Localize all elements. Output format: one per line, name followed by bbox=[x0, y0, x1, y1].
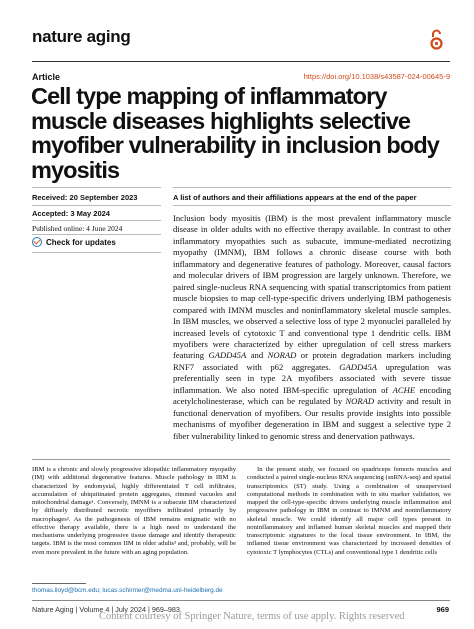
abstract-divider bbox=[173, 205, 451, 206]
meta-divider bbox=[32, 205, 161, 206]
page-number: 969 bbox=[436, 605, 449, 614]
section-label: Article bbox=[32, 72, 61, 82]
open-access-icon[interactable] bbox=[430, 29, 443, 51]
doi-link[interactable]: https://doi.org/10.1038/s43587-024-00645-9 bbox=[303, 72, 450, 81]
body-column-left: IBM is a chronic and slowly progressive idiopathic inflammatory myopathy (IM) with additional degenerative features. Muscle pathology in IBM is characterized by endomysial, highly differentiated T cell infiltrates, accumulation of ubiquitinated protein aggregates, rimmed vacuoles and mitochondrial damage¹. Conversely, IMNM is a subacute IIM characterized by diffusely distributed necrotic myofibers infiltrated primarily by macrophages². As the pathogenesis of IBM remains enigmatic with no effective therapy available, there is a high need to understand the mechanisms underlying progressive tissue damage and identify therapeutic targets. IBM is the most common IIM in older adults³ and, probably, will be even more prevalent in the future with an aging population. bbox=[32, 466, 236, 556]
footnote-divider bbox=[32, 583, 86, 584]
meta-divider bbox=[32, 252, 161, 253]
check-updates-icon bbox=[32, 237, 42, 247]
footer-citation: Nature Aging | Volume 4 | July 2024 | 969–983 bbox=[32, 605, 180, 614]
meta-divider bbox=[32, 234, 161, 235]
abstract-divider bbox=[173, 187, 451, 188]
accepted-date: Accepted: 3 May 2024 bbox=[32, 209, 110, 218]
meta-divider bbox=[32, 187, 161, 188]
footer-divider bbox=[32, 600, 450, 601]
body-divider bbox=[32, 459, 450, 460]
header-divider bbox=[32, 61, 450, 62]
published-date: Published online: 4 June 2024 bbox=[32, 224, 123, 233]
article-title: Cell type mapping of inflammatory muscle diseases highlights selective myofiber vulnerability in inclusion body myositis bbox=[31, 83, 439, 183]
received-date: Received: 20 September 2023 bbox=[32, 193, 138, 202]
body-column-right: In the present study, we focused on quadriceps femoris muscles and conducted a paired single-nucleus RNA sequencing (snRNA-seq) and spatial transcriptomics (ST) study. Using a combination of unsupervised computational methods in combination with in situ marker validation, we mapped the cell-type-specific drivers underlying muscle inflammation and progressive pathology in IBM in contrast to IMNM and noninflammatory skeletal muscle. We could identify all major cell types present in noninflammatory and inflamed human skeletal muscles and mapped their transcriptomic signatures to the local tissue environment. In IBM, the inflamed tissue environment was characterized by increased densities of cytotoxic T lymphocytes (CTLs) and conventional type 1 dendritic cells bbox=[247, 466, 451, 556]
email-link[interactable]: thomas.lloyd@bcm.edu; lucas.schirmer@medma.uni-heidelberg.de bbox=[32, 587, 223, 594]
authors-note: A list of authors and their affiliations appears at the end of the paper bbox=[173, 193, 417, 202]
journal-logo: nature aging bbox=[32, 27, 131, 46]
check-updates-label: Check for updates bbox=[46, 237, 116, 247]
meta-divider bbox=[32, 220, 161, 221]
check-updates-button[interactable] bbox=[32, 237, 116, 247]
abstract-text: Inclusion body myositis (IBM) is the most prevalent inflammatory muscle disease in older adults with no effective therapy available. In contrast to other inflammatory myopathies such as subacute, immune-mediated necrotizing myopathy (IMNM), IBM follows a chronic disease course with both inflammatory and degenerative features of pathology. Moreover, causal factors and molecular drivers of IBM progression are largely unknown. Therefore, we paired single-nucleus RNA sequencing with spatial transcriptomics from patient muscle biopsies to map cell-type-specific drivers underlying IBM pathogenesis compared with IMNM muscles and noninflammatory skeletal muscle samples. In IBM muscles, we observed a selective loss of type 2 myonuclei paralleled by increased levels of cytotoxic T and conventional type 1 dendritic cells. IBM myofibers were characterized by either upregulation of cell stress markers featuring GADD45A and NORAD or protein degradation markers including RNF7 associated with p62 aggregates. GADD45A upregulation was preferentially seen in type 2A myofibers associated with severe tissue inflammation. We also noted IBM-specific upregulation of ACHE encoding acetylcholinesterase, which can be regulated by NORAD activity and result in functional denervation of myofibers. Our results provide insights into possible mechanisms of myofiber degeneration in IBM and suggest a selective type 2 fiber vulnerability linked to genomic stress and denervation pathways. bbox=[173, 213, 451, 441]
courtesy-watermark: Content courtesy of Springer Nature, terms of use apply. Rights reserved bbox=[99, 611, 405, 622]
